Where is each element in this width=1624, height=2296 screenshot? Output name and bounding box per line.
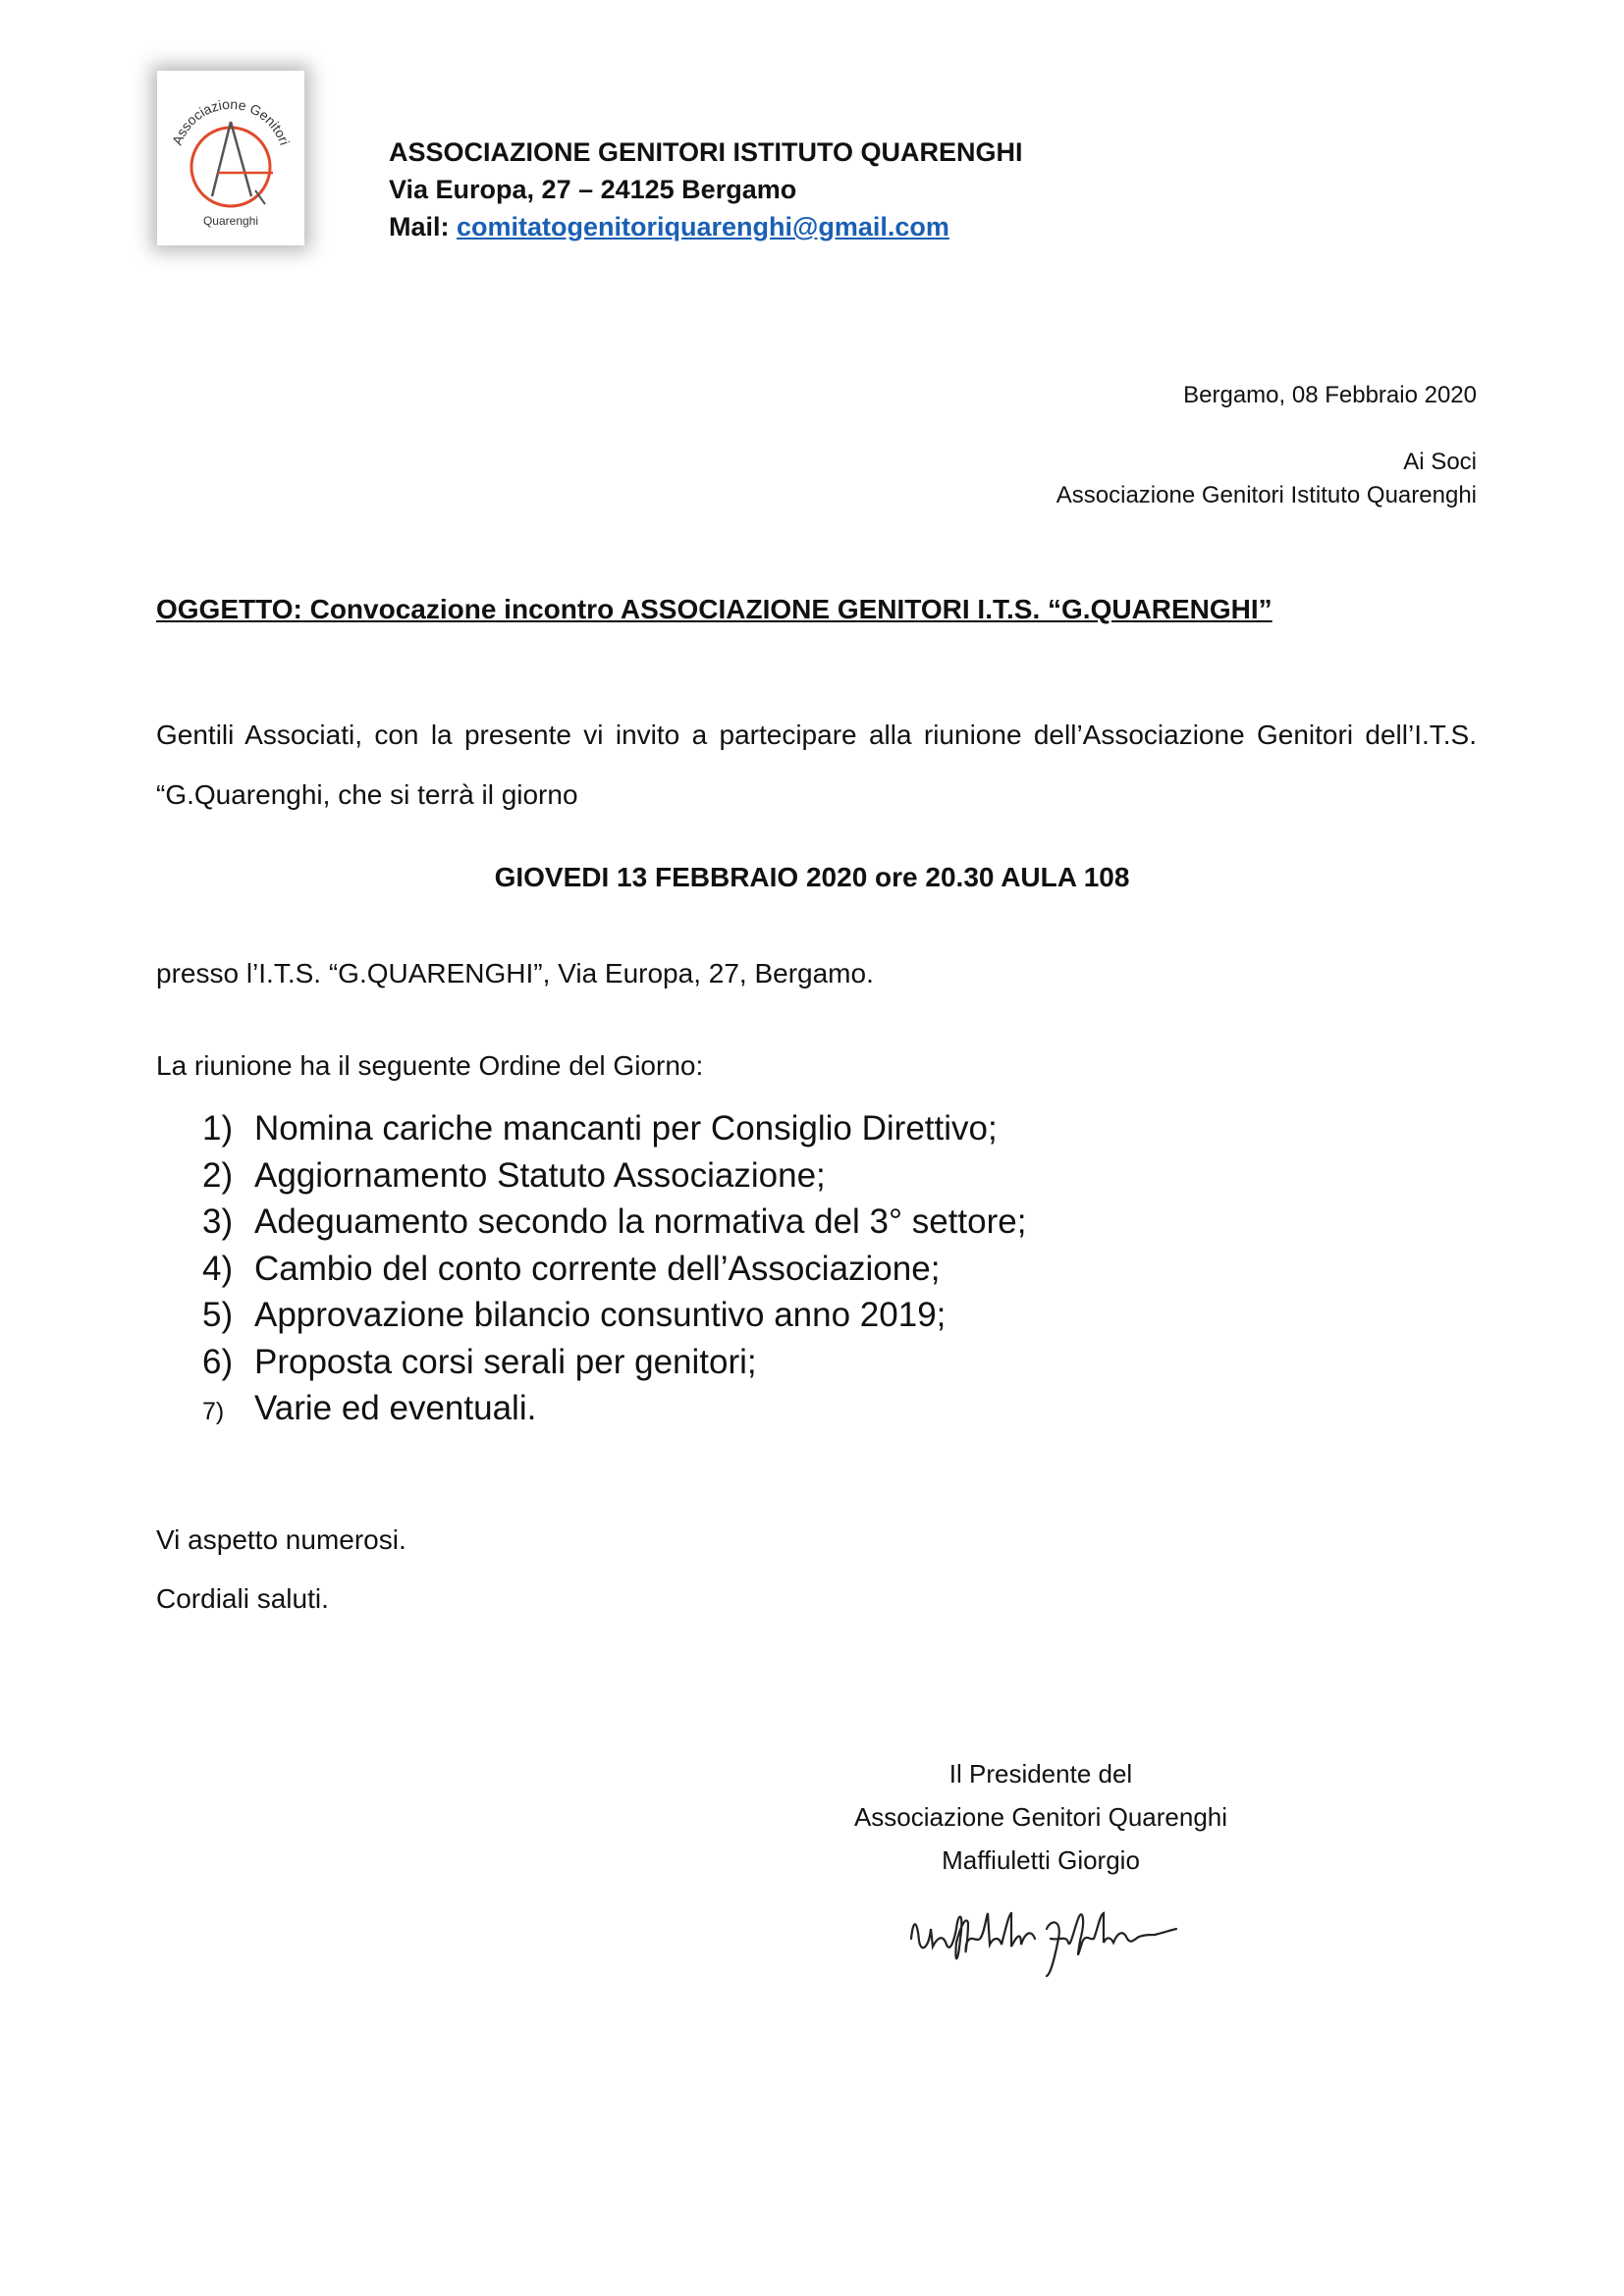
signatory-title: Il Presidente del xyxy=(948,1759,1133,1789)
agenda-item-text: Aggiornamento Statuto Associazione; xyxy=(254,1155,826,1195)
email-link[interactable]: comitatogenitoriquarenghi@gmail.com xyxy=(457,212,949,241)
intro-paragraph: Gentili Associati, con la presente vi invito a partecipare alla riunione dell’Associazione Genitori dell’I.T.S. “G.Quarenghi, che si terrà il giorno xyxy=(156,720,1477,810)
signature-graphic xyxy=(903,1899,1208,1978)
org-mail-line xyxy=(389,208,1023,245)
subject-line: OGGETTO: Convocazione incontro ASSOCIAZIONE GENITORI I.T.S. “G.QUARENGHI” xyxy=(156,594,1272,624)
agenda-item-text: Nomina cariche mancanti per Consiglio Direttivo; xyxy=(254,1109,998,1148)
org-address: Via Europa, 27 – 24125 Bergamo xyxy=(389,175,797,204)
agenda-item-number: 7) xyxy=(202,1398,225,1425)
handwritten-signature xyxy=(903,1899,1208,1983)
recipient-line-1: Ai Soci xyxy=(1403,449,1477,475)
agenda-item xyxy=(202,1246,1026,1293)
letterhead xyxy=(389,133,1023,245)
recipient-line-2: Associazione Genitori Istituto Quarenghi xyxy=(1056,482,1477,508)
agenda-item-text: Approvazione bilancio consuntivo anno 2019; xyxy=(254,1296,947,1334)
agenda-item-text: Adeguamento secondo la normativa del 3° settore; xyxy=(254,1202,1027,1241)
org-name: ASSOCIAZIONE GENITORI ISTITUTO QUARENGHI xyxy=(389,137,1023,167)
agenda-item-number: 1) xyxy=(202,1109,234,1148)
signatory-name: Maffiuletti Giorgio xyxy=(942,1845,1140,1875)
signatory-block xyxy=(835,1752,1247,1882)
logo-graphic xyxy=(157,71,304,245)
recipient-block xyxy=(1056,446,1477,512)
agenda-item-number: 2) xyxy=(202,1155,234,1195)
agenda-item xyxy=(202,1292,1026,1339)
agenda-item xyxy=(202,1339,1026,1386)
closing-line-1: Vi aspetto numerosi. xyxy=(156,1524,406,1555)
logo-top-text: Associazione Genitori xyxy=(168,95,294,147)
agenda-item xyxy=(202,1152,1026,1200)
agenda-item-text: Proposta corsi serali per genitori; xyxy=(254,1342,757,1381)
agenda-intro: La riunione ha il seguente Ordine del Giorno: xyxy=(156,1050,704,1081)
mail-label: Mail: xyxy=(389,212,458,241)
meeting-location: presso l’I.T.S. “G.QUARENGHI”, Via Europa, 27, Bergamo. xyxy=(156,958,874,988)
agenda-item-number: 6) xyxy=(202,1342,234,1381)
agenda-item-number: 4) xyxy=(202,1249,234,1288)
signatory-organization: Associazione Genitori Quarenghi xyxy=(853,1802,1228,1832)
agenda-item-text: Cambio del conto corrente dell’Associazione; xyxy=(254,1249,941,1288)
agenda-item xyxy=(202,1385,1026,1432)
agenda-item-number: 5) xyxy=(202,1296,234,1334)
logo-bottom-text: Quarenghi xyxy=(202,214,259,228)
date-line: Bergamo, 08 Febbraio 2020 xyxy=(1183,382,1477,408)
agenda-item xyxy=(202,1105,1026,1152)
agenda-list xyxy=(202,1105,1026,1432)
agenda-item-text: Varie ed eventuali. xyxy=(254,1389,537,1427)
meeting-datetime: GIOVEDI 13 FEBBRAIO 2020 ore 20.30 AULA 108 xyxy=(494,862,1130,892)
closing-line-2: Cordiali saluti. xyxy=(156,1583,329,1614)
agenda-item-number: 3) xyxy=(202,1202,234,1241)
agenda-item xyxy=(202,1199,1026,1246)
association-logo xyxy=(157,71,304,245)
